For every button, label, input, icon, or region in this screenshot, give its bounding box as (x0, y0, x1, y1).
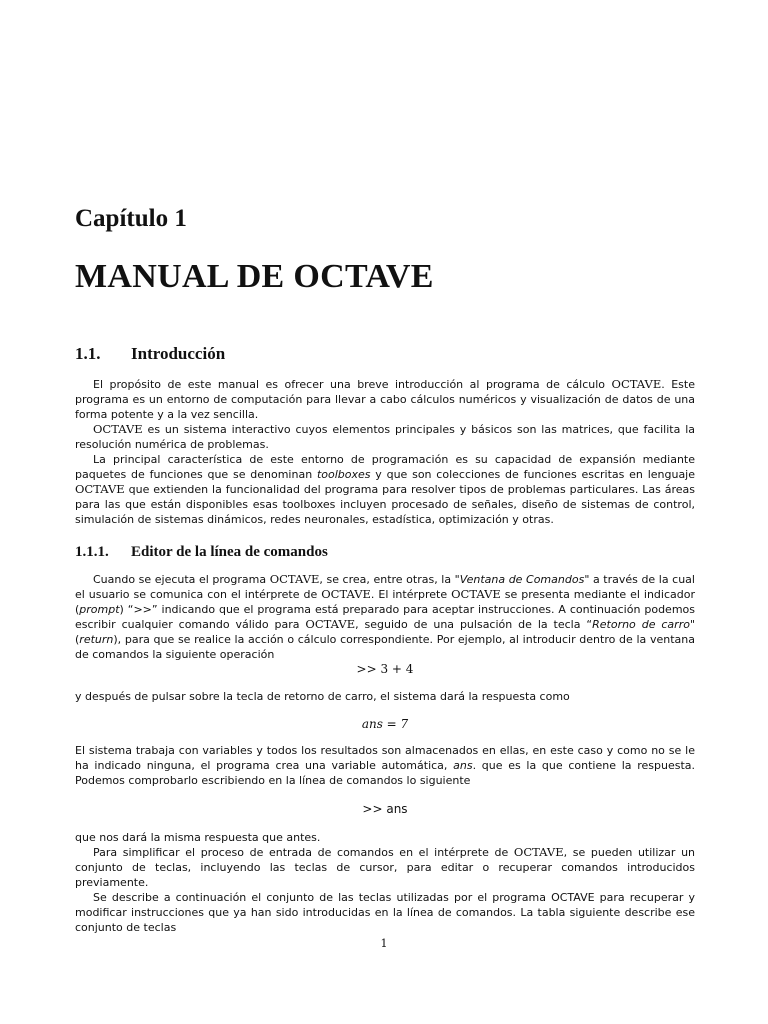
paragraph (75, 845, 695, 890)
ventana-term: Ventana de Comandos (459, 573, 585, 586)
octave-term: OCTAVE (93, 422, 143, 436)
section-number: 1.1. (75, 344, 101, 363)
paragraph: y después de pulsar sobre la tecla de retorno de carro, el sistema dará la respuesta como (75, 690, 570, 703)
intro-paragraph-2 (75, 422, 695, 452)
octave-term: OCTAVE (75, 482, 125, 496)
octave-term: OCTAVE (451, 587, 501, 601)
text-run: La principal característica de este entorno de programación es su capacidad de expansión mediante paquetes de funciones que se denominan (75, 453, 695, 481)
octave-term: OCTAVE (305, 617, 356, 631)
text-run: El propósito de este manual es ofrecer una breve introducción al programa de cálculo (93, 378, 612, 391)
section-heading-editor (75, 544, 328, 561)
text-run: Para simplificar el proceso de entrada de comandos en el intérprete de (93, 846, 514, 859)
answer-example: ans = 7 (361, 717, 409, 731)
text-run: , se crea, entre otras, la " (319, 573, 460, 586)
text-run: se presenta mediante el indicador ( (75, 588, 695, 616)
after-answer-text (75, 743, 695, 788)
command-example-2: >> ans (362, 802, 408, 816)
text-run: . Este programa es un entorno de computación para llevar a cabo cálculos numéricos y visualización de datos de una forma potente y a la vez sencilla. (75, 378, 695, 421)
intro-body (75, 377, 695, 527)
after-command-text (75, 689, 695, 704)
editor-paragraph-1 (75, 572, 695, 662)
text-run: " a través de la cual el usuario se comunica con el intérprete de (75, 573, 695, 601)
text-run: que extienden la funcionalidad del programa para resolver tipos de problemas particulares. Las áreas para las que están disponibles esas toolboxes incluyen procesado de señales, diseño de sistemas de control, simulación de sistemas dinámicos, redes neuronales, estadística, optimización y otras. (75, 483, 695, 526)
section-heading-introduccion (75, 344, 225, 364)
command-example-1: >> 3 + 4 (356, 662, 414, 676)
section-title: Introducción (131, 344, 226, 363)
intro-paragraph-1 (75, 377, 695, 422)
text-run: . que es la que contiene la respuesta. Podemos comprobarlo escribiendo en la línea de comandos lo siguiente (75, 759, 695, 787)
text-run: es un sistema interactivo cuyos elementos principales y básicos son las matrices, que facilita la resolución numérica de problemas. (75, 423, 695, 451)
page-number: 1 (380, 937, 388, 950)
paragraph (75, 743, 695, 788)
ans-term: ans (453, 759, 473, 772)
closing-text (75, 830, 695, 935)
text-run: El sistema trabaja con variables y todos los resultados son almacenados en ellas, en este caso y como no se le ha indicado ninguna, el programa crea una variable automática, (75, 744, 695, 772)
text-run: y que son colecciones de funciones escritas en lenguaje (370, 468, 696, 481)
return-term: return (79, 633, 114, 646)
text-run: Cuando se ejecuta el programa (93, 573, 270, 586)
octave-term: OCTAVE (321, 587, 371, 601)
text-run: , se pueden utilizar un conjunto de teclas, incluyendo las teclas de cursor, para editar o recuperar comandos introducidos previamente. (75, 846, 696, 889)
section-title: Editor de la línea de comandos (131, 544, 328, 560)
octave-term: OCTAVE (513, 845, 564, 859)
octave-term: OCTAVE (269, 572, 320, 586)
toolboxes-term: toolboxes (316, 468, 371, 481)
prompt-term: prompt (79, 603, 120, 616)
text-run: "( (75, 618, 696, 646)
section-number: 1.1.1. (75, 544, 109, 560)
paragraph: Se describe a continuación el conjunto de las teclas utilizadas por el programa OCTAVE para recuperar y modificar instrucciones que ya han sido introducidas en la línea de comandos. La tabla siguiente describe ese conjunto de teclas (75, 891, 695, 934)
chapter-title: MANUAL DE OCTAVE (75, 258, 434, 295)
octave-term: OCTAVE (611, 377, 662, 391)
chapter-label: Capítulo 1 (75, 205, 187, 232)
retorno-term: Retorno de carro (592, 618, 690, 631)
text-run: . El intérprete (370, 588, 452, 601)
text-run: , seguido de una pulsación de la tecla “ (355, 618, 593, 631)
paragraph: que nos dará la misma respuesta que antes. (75, 831, 321, 844)
intro-paragraph-3 (75, 452, 695, 527)
text-run: ) “>>” indicando que el programa está preparado para aceptar instrucciones. A continuación podemos escribir cualquier comando válido para (75, 603, 695, 631)
editor-body (75, 572, 695, 662)
text-run: ), para que se realice la acción o cálculo correspondiente. Por ejemplo, al introducir dentro de la ventana de comandos la siguiente operación (75, 633, 695, 661)
